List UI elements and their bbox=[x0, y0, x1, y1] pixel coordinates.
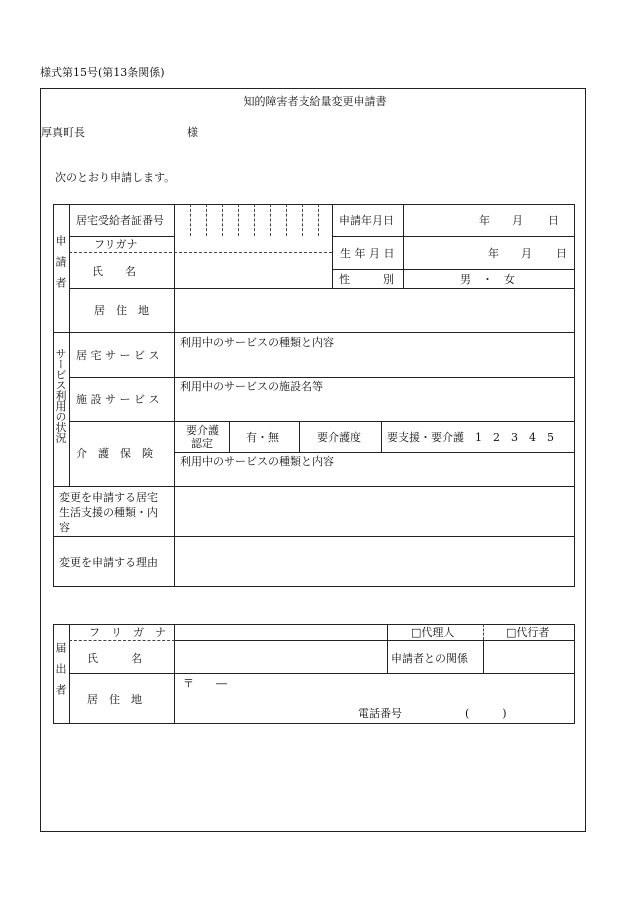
phone-label: 電話番号 bbox=[358, 707, 402, 720]
birth-date-field[interactable] bbox=[404, 237, 574, 269]
change-type-field[interactable] bbox=[175, 487, 574, 536]
apply-date-field[interactable] bbox=[404, 205, 574, 236]
change-reason-field[interactable] bbox=[175, 537, 574, 586]
postal-mark: 〒 ― bbox=[183, 677, 227, 690]
submitter-address-label: 居 住 地 bbox=[87, 693, 142, 706]
honorific: 様 bbox=[187, 126, 198, 139]
applicant-section-label: 申請者 bbox=[54, 235, 67, 298]
apply-date-year: 年 bbox=[479, 214, 490, 227]
submitter-name-label: 氏 名 bbox=[87, 652, 142, 665]
form-title: 知的障害者支給量変更申請書 bbox=[243, 95, 387, 108]
facility-service-field[interactable] bbox=[175, 378, 574, 421]
facility-service-hint: 利用中のサービスの施設名等 bbox=[180, 380, 323, 393]
addressee: 厚真町長 bbox=[41, 126, 85, 139]
submitter-section-label: 届出者 bbox=[54, 642, 67, 705]
cert-no-label: 居宅受給者証番号 bbox=[76, 214, 164, 227]
intro-text: 次のとおり申請します。 bbox=[55, 171, 176, 184]
sex-options[interactable]: 男 ・ 女 bbox=[460, 273, 515, 286]
facility-service-label: 施 設 サ ー ビ ス bbox=[76, 393, 160, 406]
care-level-options[interactable]: 要支援・要介護 1 2 3 4 5 bbox=[387, 431, 554, 444]
proxy-checkbox[interactable]: □代行者 bbox=[506, 626, 550, 639]
birth-date-label: 生 年 月 日 bbox=[340, 247, 395, 260]
name-label: 氏 名 bbox=[92, 265, 136, 278]
care-service-hint: 利用中のサービスの種類と内容 bbox=[180, 455, 334, 468]
birth-day: 日 bbox=[556, 247, 567, 260]
submitter-furigana-label: フ リ ガ ナ bbox=[89, 626, 166, 639]
submitter-name-field[interactable] bbox=[175, 641, 387, 673]
service-section-label: サービス利用の状況 bbox=[54, 348, 67, 443]
name-field[interactable] bbox=[175, 253, 332, 288]
care-insurance-label: 介 護 保 険 bbox=[76, 447, 153, 460]
change-reason-label: 変更を申請する理由 bbox=[59, 556, 158, 569]
change-type-label-3: 容 bbox=[59, 521, 70, 534]
apply-date-label: 申請年月日 bbox=[339, 214, 394, 227]
care-service-field[interactable] bbox=[175, 453, 574, 486]
furigana-field[interactable] bbox=[175, 237, 332, 252]
address-field[interactable] bbox=[175, 289, 574, 332]
birth-month: 月 bbox=[521, 247, 532, 260]
apply-date-day: 日 bbox=[548, 214, 559, 227]
form-number: 様式第15号(第13条関係) bbox=[40, 66, 165, 79]
address-label: 居 住 地 bbox=[94, 304, 149, 317]
care-cert-label-1: 要介護 bbox=[186, 424, 219, 437]
relation-field[interactable] bbox=[484, 641, 574, 673]
home-service-hint: 利用中のサービスの種類と内容 bbox=[180, 336, 334, 349]
agent-checkbox[interactable]: □代理人 bbox=[411, 626, 455, 639]
home-service-field[interactable] bbox=[175, 333, 574, 377]
cert-no-field[interactable] bbox=[175, 205, 332, 236]
change-type-label-2: 生活支援の種類・内 bbox=[59, 506, 158, 519]
submitter-furigana-field[interactable] bbox=[175, 625, 387, 640]
home-service-label: 居 宅 サ ー ビ ス bbox=[76, 349, 160, 362]
care-level-label: 要介護度 bbox=[317, 431, 361, 444]
care-cert-label-2: 認定 bbox=[191, 437, 213, 450]
relation-label: 申請者との関係 bbox=[391, 652, 468, 665]
furigana-label: フリガナ bbox=[94, 238, 138, 251]
change-type-label-1: 変更を申請する居宅 bbox=[59, 491, 158, 504]
apply-date-month: 月 bbox=[512, 214, 523, 227]
care-cert-options[interactable]: 有・無 bbox=[246, 431, 279, 444]
phone-parens: ( ) bbox=[465, 707, 507, 720]
birth-year: 年 bbox=[488, 247, 499, 260]
sex-label: 性 別 bbox=[339, 273, 394, 286]
